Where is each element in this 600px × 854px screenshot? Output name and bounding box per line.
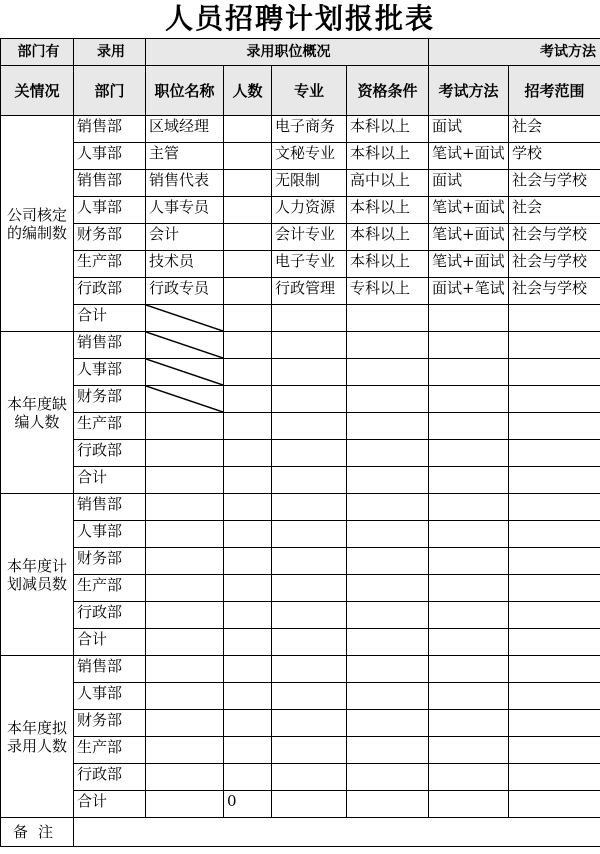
table-row xyxy=(1,683,600,710)
qualification-cell xyxy=(347,386,429,413)
table-row xyxy=(1,521,600,548)
position-cell xyxy=(146,332,224,359)
dept-cell: 生产部 xyxy=(74,413,146,440)
group-label: 公司核定的编制数 xyxy=(1,116,74,332)
count-cell xyxy=(224,683,272,710)
major-cell xyxy=(272,467,347,494)
major-cell xyxy=(272,629,347,656)
count-cell xyxy=(224,656,272,683)
position-cell xyxy=(146,737,224,764)
qualification-cell: 高中以上 xyxy=(347,170,429,197)
recruit-scope-cell xyxy=(509,467,600,494)
qualification-cell xyxy=(347,521,429,548)
major-cell: 人力资源 xyxy=(272,197,347,224)
table-row xyxy=(1,359,600,386)
major-cell xyxy=(272,683,347,710)
group-label: 本年度缺编人数 xyxy=(1,332,74,494)
remarks-label: 备注 xyxy=(1,818,74,847)
table-row xyxy=(1,737,600,764)
qualification-cell xyxy=(347,332,429,359)
recruit-scope-cell xyxy=(509,359,600,386)
position-cell xyxy=(146,710,224,737)
position-cell: 行政专员 xyxy=(146,278,224,305)
qualification-cell: 专科以上 xyxy=(347,278,429,305)
recruit-scope-cell: 社会 xyxy=(509,197,600,224)
dept-cell: 行政部 xyxy=(74,278,146,305)
recruit-scope-cell xyxy=(509,332,600,359)
major-cell: 会计专业 xyxy=(272,224,347,251)
count-cell xyxy=(224,710,272,737)
major-cell xyxy=(272,710,347,737)
major-cell xyxy=(272,386,347,413)
dept-cell: 财务部 xyxy=(74,386,146,413)
dept-cell: 财务部 xyxy=(74,710,146,737)
position-cell: 销售代表 xyxy=(146,170,224,197)
exam-method-cell xyxy=(429,305,509,332)
exam-method-cell xyxy=(429,521,509,548)
remarks-row xyxy=(1,818,600,847)
recruit-scope-cell xyxy=(509,440,600,467)
major-cell xyxy=(272,494,347,521)
recruit-scope-cell xyxy=(509,791,600,818)
count-cell xyxy=(224,764,272,791)
position-cell: 技术员 xyxy=(146,251,224,278)
table-row xyxy=(1,116,600,143)
table-row xyxy=(1,413,600,440)
dept-cell: 财务部 xyxy=(74,548,146,575)
major-cell xyxy=(272,575,347,602)
qualification-cell xyxy=(347,629,429,656)
position-cell xyxy=(146,386,224,413)
table-row xyxy=(1,710,600,737)
exam-method-cell xyxy=(429,359,509,386)
qualification-cell xyxy=(347,764,429,791)
header-job-overview: 录用职位概况 xyxy=(146,39,429,66)
count-cell xyxy=(224,602,272,629)
diagonal-slash xyxy=(146,305,223,331)
count-cell xyxy=(224,386,272,413)
recruit-scope-cell xyxy=(509,656,600,683)
header-dept-status-bottom: 关情况 xyxy=(1,66,74,116)
header-exam-method-top: 考试方法 xyxy=(429,39,600,66)
dept-cell: 销售部 xyxy=(74,116,146,143)
exam-method-cell xyxy=(429,656,509,683)
qualification-cell xyxy=(347,467,429,494)
position-cell xyxy=(146,629,224,656)
count-cell xyxy=(224,251,272,278)
diagonal-slash xyxy=(146,332,223,358)
position-cell: 会计 xyxy=(146,224,224,251)
position-cell: 主管 xyxy=(146,143,224,170)
exam-method-cell xyxy=(429,575,509,602)
dept-cell: 生产部 xyxy=(74,575,146,602)
recruit-scope-cell xyxy=(509,386,600,413)
count-cell xyxy=(224,359,272,386)
table-row xyxy=(1,494,600,521)
position-cell xyxy=(146,602,224,629)
qualification-cell xyxy=(347,494,429,521)
major-cell: 行政管理 xyxy=(272,278,347,305)
exam-method-cell: 笔试+面试 xyxy=(429,143,509,170)
position-cell xyxy=(146,413,224,440)
table-row xyxy=(1,224,600,251)
table-row xyxy=(1,656,600,683)
recruit-scope-cell xyxy=(509,764,600,791)
major-cell xyxy=(272,332,347,359)
table-row xyxy=(1,251,600,278)
count-cell xyxy=(224,305,272,332)
qualification-cell xyxy=(347,737,429,764)
count-cell xyxy=(224,521,272,548)
recruit-scope-cell: 学校 xyxy=(509,143,600,170)
count-cell xyxy=(224,170,272,197)
recruit-scope-cell xyxy=(509,710,600,737)
table-row xyxy=(1,629,600,656)
count-cell xyxy=(224,494,272,521)
position-cell xyxy=(146,791,224,818)
exam-method-cell xyxy=(429,467,509,494)
qualification-cell: 本科以上 xyxy=(347,251,429,278)
recruit-scope-cell xyxy=(509,494,600,521)
major-cell xyxy=(272,656,347,683)
position-cell xyxy=(146,467,224,494)
diagonal-slash xyxy=(146,386,223,412)
recruit-scope-cell xyxy=(509,629,600,656)
header-exam-method: 考试方法 xyxy=(429,66,509,116)
recruit-scope-cell xyxy=(509,683,600,710)
qualification-cell xyxy=(347,413,429,440)
header-dept-status-top: 部门有 xyxy=(1,39,74,66)
qualification-cell xyxy=(347,440,429,467)
dept-cell: 行政部 xyxy=(74,764,146,791)
major-cell: 电子商务 xyxy=(272,116,347,143)
count-cell xyxy=(224,224,272,251)
qualification-cell: 本科以上 xyxy=(347,224,429,251)
position-cell xyxy=(146,575,224,602)
recruitment-plan-table xyxy=(0,38,600,847)
qualification-cell: 本科以上 xyxy=(347,143,429,170)
count-cell xyxy=(224,467,272,494)
header-hire-top: 录用 xyxy=(74,39,146,66)
recruit-scope-cell xyxy=(509,413,600,440)
major-cell xyxy=(272,359,347,386)
dept-cell: 合计 xyxy=(74,467,146,494)
dept-cell: 销售部 xyxy=(74,656,146,683)
position-cell xyxy=(146,548,224,575)
count-cell xyxy=(224,575,272,602)
table-row xyxy=(1,467,600,494)
dept-cell: 财务部 xyxy=(74,224,146,251)
exam-method-cell: 面试 xyxy=(429,170,509,197)
count-cell xyxy=(224,629,272,656)
major-cell xyxy=(272,737,347,764)
table-row xyxy=(1,791,600,818)
exam-method-cell xyxy=(429,440,509,467)
header-count: 人数 xyxy=(224,66,272,116)
exam-method-cell: 面试 xyxy=(429,116,509,143)
table-row xyxy=(1,764,600,791)
major-cell xyxy=(272,791,347,818)
count-cell xyxy=(224,332,272,359)
exam-method-cell xyxy=(429,764,509,791)
position-cell xyxy=(146,494,224,521)
major-cell xyxy=(272,602,347,629)
count-cell xyxy=(224,440,272,467)
dept-cell: 人事部 xyxy=(74,521,146,548)
major-cell xyxy=(272,440,347,467)
qualification-cell xyxy=(347,656,429,683)
exam-method-cell xyxy=(429,683,509,710)
qualification-cell xyxy=(347,575,429,602)
major-cell xyxy=(272,305,347,332)
exam-method-cell: 面试+笔试 xyxy=(429,278,509,305)
dept-cell: 生产部 xyxy=(74,737,146,764)
qualification-cell xyxy=(347,710,429,737)
recruit-scope-cell xyxy=(509,737,600,764)
qualification-cell xyxy=(347,305,429,332)
major-cell: 文秘专业 xyxy=(272,143,347,170)
count-cell xyxy=(224,737,272,764)
table-row xyxy=(1,602,600,629)
table-row xyxy=(1,575,600,602)
dept-cell: 销售部 xyxy=(74,170,146,197)
table-row xyxy=(1,143,600,170)
diagonal-slash xyxy=(146,359,223,385)
table-row xyxy=(1,278,600,305)
exam-method-cell: 笔试+面试 xyxy=(429,197,509,224)
table-row xyxy=(1,386,600,413)
qualification-cell xyxy=(347,791,429,818)
header-recruit-scope: 招考范围 xyxy=(509,66,600,116)
major-cell xyxy=(272,548,347,575)
position-cell: 人事专员 xyxy=(146,197,224,224)
table-row xyxy=(1,332,600,359)
header-dept: 部门 xyxy=(74,66,146,116)
dept-cell: 销售部 xyxy=(74,332,146,359)
dept-cell: 销售部 xyxy=(74,494,146,521)
qualification-cell xyxy=(347,602,429,629)
count-cell xyxy=(224,278,272,305)
qualification-cell: 本科以上 xyxy=(347,197,429,224)
exam-method-cell xyxy=(429,494,509,521)
dept-cell: 人事部 xyxy=(74,143,146,170)
position-cell xyxy=(146,305,224,332)
recruit-scope-cell xyxy=(509,602,600,629)
major-cell: 无限制 xyxy=(272,170,347,197)
qualification-cell xyxy=(347,548,429,575)
recruit-scope-cell xyxy=(509,548,600,575)
count-cell xyxy=(224,143,272,170)
header-major: 专业 xyxy=(272,66,347,116)
recruit-scope-cell: 社会与学校 xyxy=(509,278,600,305)
dept-cell: 行政部 xyxy=(74,440,146,467)
major-cell xyxy=(272,764,347,791)
qualification-cell: 本科以上 xyxy=(347,116,429,143)
exam-method-cell xyxy=(429,332,509,359)
count-cell xyxy=(224,197,272,224)
recruit-scope-cell: 社会与学校 xyxy=(509,251,600,278)
exam-method-cell xyxy=(429,629,509,656)
recruit-scope-cell: 社会与学校 xyxy=(509,224,600,251)
recruit-scope-cell: 社会 xyxy=(509,116,600,143)
group-label: 本年度计划减员数 xyxy=(1,494,74,656)
table-row xyxy=(1,548,600,575)
dept-cell: 行政部 xyxy=(74,602,146,629)
dept-cell: 人事部 xyxy=(74,197,146,224)
form-title: 人员招聘计划报批表 xyxy=(164,2,435,35)
count-cell xyxy=(224,413,272,440)
recruit-scope-cell xyxy=(509,521,600,548)
table-row xyxy=(1,305,600,332)
count-cell xyxy=(224,116,272,143)
recruit-scope-cell xyxy=(509,305,600,332)
position-cell: 区域经理 xyxy=(146,116,224,143)
qualification-cell xyxy=(347,683,429,710)
table-row xyxy=(1,197,600,224)
recruit-scope-cell xyxy=(509,575,600,602)
table-row xyxy=(1,170,600,197)
dept-cell: 人事部 xyxy=(74,359,146,386)
dept-cell: 合计 xyxy=(74,629,146,656)
qualification-cell xyxy=(347,359,429,386)
count-cell xyxy=(224,548,272,575)
exam-method-cell xyxy=(429,413,509,440)
major-cell: 电子专业 xyxy=(272,251,347,278)
exam-method-cell xyxy=(429,386,509,413)
major-cell xyxy=(272,413,347,440)
dept-cell: 生产部 xyxy=(74,251,146,278)
exam-method-cell: 笔试+面试 xyxy=(429,251,509,278)
position-cell xyxy=(146,683,224,710)
dept-cell: 人事部 xyxy=(74,683,146,710)
position-cell xyxy=(146,359,224,386)
dept-cell: 合计 xyxy=(74,791,146,818)
major-cell xyxy=(272,521,347,548)
position-cell xyxy=(146,764,224,791)
count-cell: 0 xyxy=(224,791,272,818)
exam-method-cell xyxy=(429,710,509,737)
header-position: 职位名称 xyxy=(146,66,224,116)
header-qualification: 资格条件 xyxy=(347,66,429,116)
exam-method-cell xyxy=(429,602,509,629)
dept-cell: 合计 xyxy=(74,305,146,332)
remarks-field[interactable] xyxy=(74,818,600,847)
exam-method-cell xyxy=(429,737,509,764)
position-cell xyxy=(146,656,224,683)
recruit-scope-cell: 社会与学校 xyxy=(509,170,600,197)
exam-method-cell: 笔试+面试 xyxy=(429,224,509,251)
table-row xyxy=(1,440,600,467)
exam-method-cell xyxy=(429,791,509,818)
exam-method-cell xyxy=(429,548,509,575)
group-label: 本年度拟录用人数 xyxy=(1,656,74,818)
position-cell xyxy=(146,440,224,467)
position-cell xyxy=(146,521,224,548)
